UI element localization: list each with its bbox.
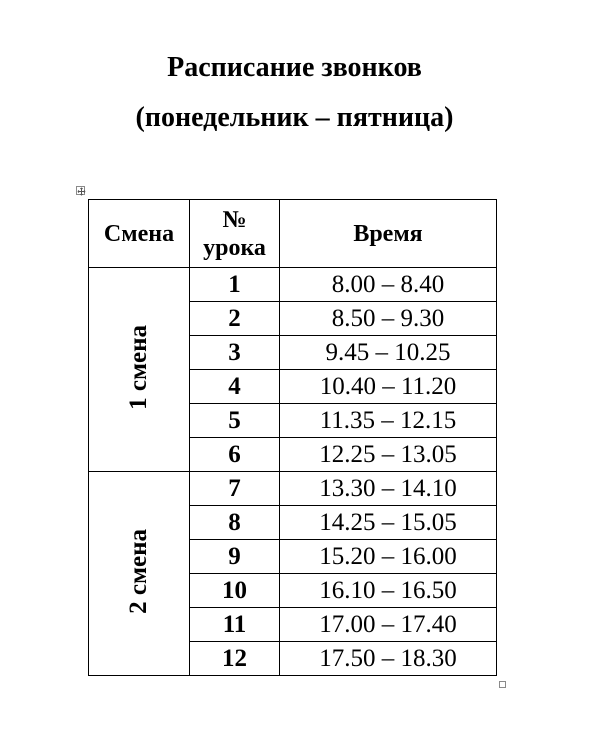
header-shift <box>89 200 190 268</box>
header-lesson-number <box>190 200 280 268</box>
lesson-number: 3 <box>190 336 280 370</box>
lesson-time: 17.50 – 18.30 <box>280 642 497 676</box>
shift-2-cell <box>89 472 190 676</box>
lesson-number: 4 <box>190 370 280 404</box>
lesson-number: 11 <box>190 608 280 642</box>
lesson-number: 1 <box>190 268 280 302</box>
lesson-time: 9.45 – 10.25 <box>280 336 497 370</box>
lesson-number: 7 <box>190 472 280 506</box>
header-shift-label: Смена <box>103 220 175 247</box>
lesson-number: 2 <box>190 302 280 336</box>
shift-2-label: 2 смена <box>125 528 152 614</box>
lesson-number: 6 <box>190 438 280 472</box>
shift-1-cell <box>89 268 190 472</box>
lesson-time: 12.25 – 13.05 <box>280 438 497 472</box>
lesson-time: 11.35 – 12.15 <box>280 404 497 438</box>
bell-schedule-table <box>88 199 497 676</box>
lesson-time: 10.40 – 11.20 <box>280 370 497 404</box>
table-move-handle-icon[interactable] <box>76 186 85 195</box>
header-time <box>280 200 497 268</box>
lesson-time: 13.30 – 14.10 <box>280 472 497 506</box>
shift-1-label: 1 смена <box>125 324 152 410</box>
lesson-number: 5 <box>190 404 280 438</box>
lesson-time: 8.00 – 8.40 <box>280 268 497 302</box>
lesson-number: 8 <box>190 506 280 540</box>
move-arrows-icon <box>77 187 86 196</box>
table-row <box>89 268 497 302</box>
lesson-time: 14.25 – 15.05 <box>280 506 497 540</box>
table-header-row <box>89 200 497 268</box>
header-number-symbol: № <box>222 206 247 233</box>
lesson-number: 10 <box>190 574 280 608</box>
lesson-time: 15.20 – 16.00 <box>280 540 497 574</box>
lesson-time: 17.00 – 17.40 <box>280 608 497 642</box>
document-title: Расписание звонков <box>167 52 422 83</box>
document-subtitle: (понедельник – пятница) <box>135 102 454 133</box>
lesson-time: 16.10 – 16.50 <box>280 574 497 608</box>
header-number-word: урока <box>203 234 266 261</box>
header-time-label: Время <box>353 220 423 247</box>
lesson-number: 12 <box>190 642 280 676</box>
table-row <box>89 472 497 506</box>
table-resize-handle-icon[interactable] <box>499 681 506 688</box>
lesson-number: 9 <box>190 540 280 574</box>
lesson-time: 8.50 – 9.30 <box>280 302 497 336</box>
